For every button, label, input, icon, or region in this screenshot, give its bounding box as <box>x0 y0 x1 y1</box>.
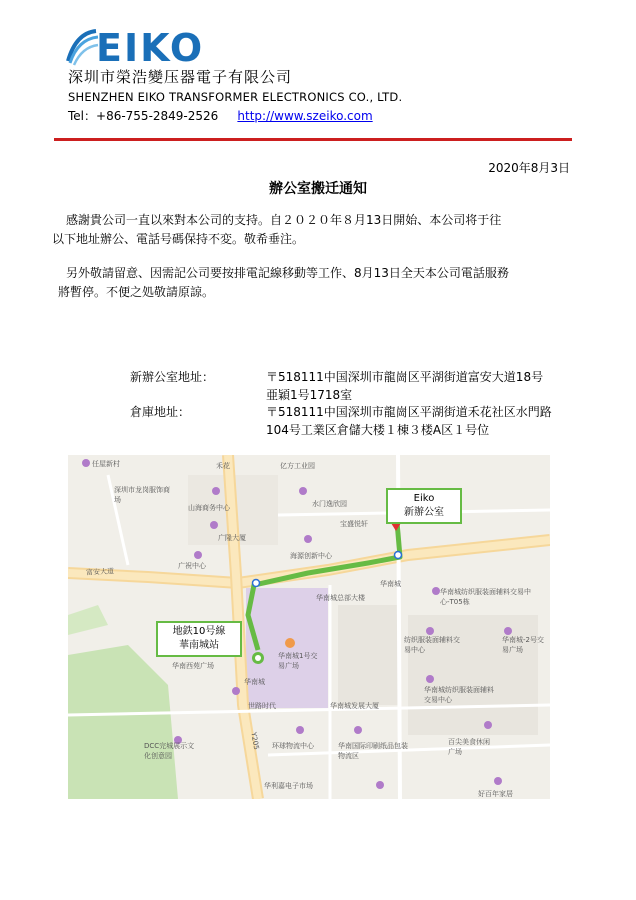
callout-line: 華南城站 <box>179 640 219 651</box>
map-label: 百尖美食休闲广场 <box>448 738 490 756</box>
map-label: Y205 <box>249 731 261 751</box>
callout-line: 新辦公室 <box>404 507 444 518</box>
map-label: 禾花 <box>216 462 230 470</box>
map-label: 华南城纺织服装面辅料交易中心-T05栋 <box>440 588 531 606</box>
map-label: 好百年家居 <box>478 790 513 798</box>
map-label: DCC完城展示文化创意园 <box>144 742 195 760</box>
office-address <box>266 368 586 404</box>
notice-date: 2020年8月3日 <box>488 161 570 175</box>
company-name-cn: 深圳市榮浩變压器電子有限公司 <box>68 68 293 86</box>
paragraph-line: 感謝貴公司一直以來對本公司的支持。自２０２０年８月13日開始、本公司将于往 <box>66 213 502 227</box>
phone-number: Tel：+86-755-2849-2526 <box>68 109 219 123</box>
map-label: 任屋新村 <box>92 460 120 468</box>
paragraph-line: 以下地址辦公、電話号碼保持不変。敬希垂注。 <box>52 232 305 246</box>
map-label: 水门逸欣园 <box>312 500 347 508</box>
map-label: 广祝中心 <box>178 562 206 570</box>
address-line: 〒518111中国深圳市龍崗区平湖街道禾花社区水門路 <box>266 405 552 419</box>
map-label: 华南城发展大厦 <box>330 702 379 710</box>
notice-title: 辦公室搬迁通知 <box>269 181 367 197</box>
address-line: 104号工業区倉儲大楼１棟３楼A区１号位 <box>266 423 490 437</box>
map-label: 华南城-2号交易广场 <box>502 636 544 654</box>
map-label: 广隆大厦 <box>218 534 246 542</box>
location-map[interactable] <box>68 455 550 799</box>
paragraph-line: 另外敬請留意、因需記公司要按排電記線移動等工作、8月13日全天本公司電話服務 <box>66 266 509 280</box>
logo-wave-icon <box>66 27 100 67</box>
company-logo: EIKO <box>96 26 205 70</box>
office-callout <box>386 488 462 524</box>
company-name-en: SHENZHEN EIKO TRANSFORMER ELECTRONICS CO., LTD. <box>68 90 403 104</box>
notice-paragraph-1 <box>52 211 586 249</box>
website-link[interactable]: http://www.szeiko.com <box>237 109 373 123</box>
office-address-label: 新辦公室地址： <box>130 370 215 384</box>
map-label: 华南国际印刷纸品包装物流区 <box>338 742 408 760</box>
paragraph-line: 將暫停。不便之処敬請原諒。 <box>58 285 215 299</box>
map-label: 华南城1号交易广场 <box>278 652 318 670</box>
map-label: 华利嘉电子市场 <box>264 782 313 790</box>
map-label: 山海商务中心 <box>188 504 230 512</box>
warehouse-address <box>266 403 586 439</box>
callout-line: Eiko <box>413 493 435 504</box>
map-label: 亿方工业园 <box>280 462 315 470</box>
map-label: 华南城纺织服装面辅料交易中心 <box>424 686 494 704</box>
map-label: 富安大道 <box>85 567 115 577</box>
map-label: 环球物流中心 <box>272 742 314 750</box>
notice-paragraph-2 <box>58 264 586 302</box>
map-label: 海源创新中心 <box>290 552 332 560</box>
contact-line <box>68 107 373 124</box>
header-divider <box>54 138 572 141</box>
map-label: 华南城 <box>244 678 265 686</box>
map-label: 深圳市龙岗服饰商场 <box>114 486 170 504</box>
map-label: 纺织服装面辅料交易中心 <box>404 636 460 654</box>
address-line: 〒518111中国深圳市龍崗区平湖街道富安大道18号 <box>266 370 544 384</box>
address-line: 亜穎1号1718室 <box>266 388 353 402</box>
metro-callout <box>156 621 242 657</box>
warehouse-address-label: 倉庫地址： <box>130 405 191 419</box>
map-label: 华南城 <box>380 580 401 588</box>
map-label: 华南西苑广场 <box>172 662 214 670</box>
map-label: 华南城总部大楼 <box>316 594 365 602</box>
map-label: 宝盛悦轩 <box>340 520 368 528</box>
map-label: 世路时代 <box>248 702 276 710</box>
callout-line: 地鉄10号線 <box>172 626 226 637</box>
